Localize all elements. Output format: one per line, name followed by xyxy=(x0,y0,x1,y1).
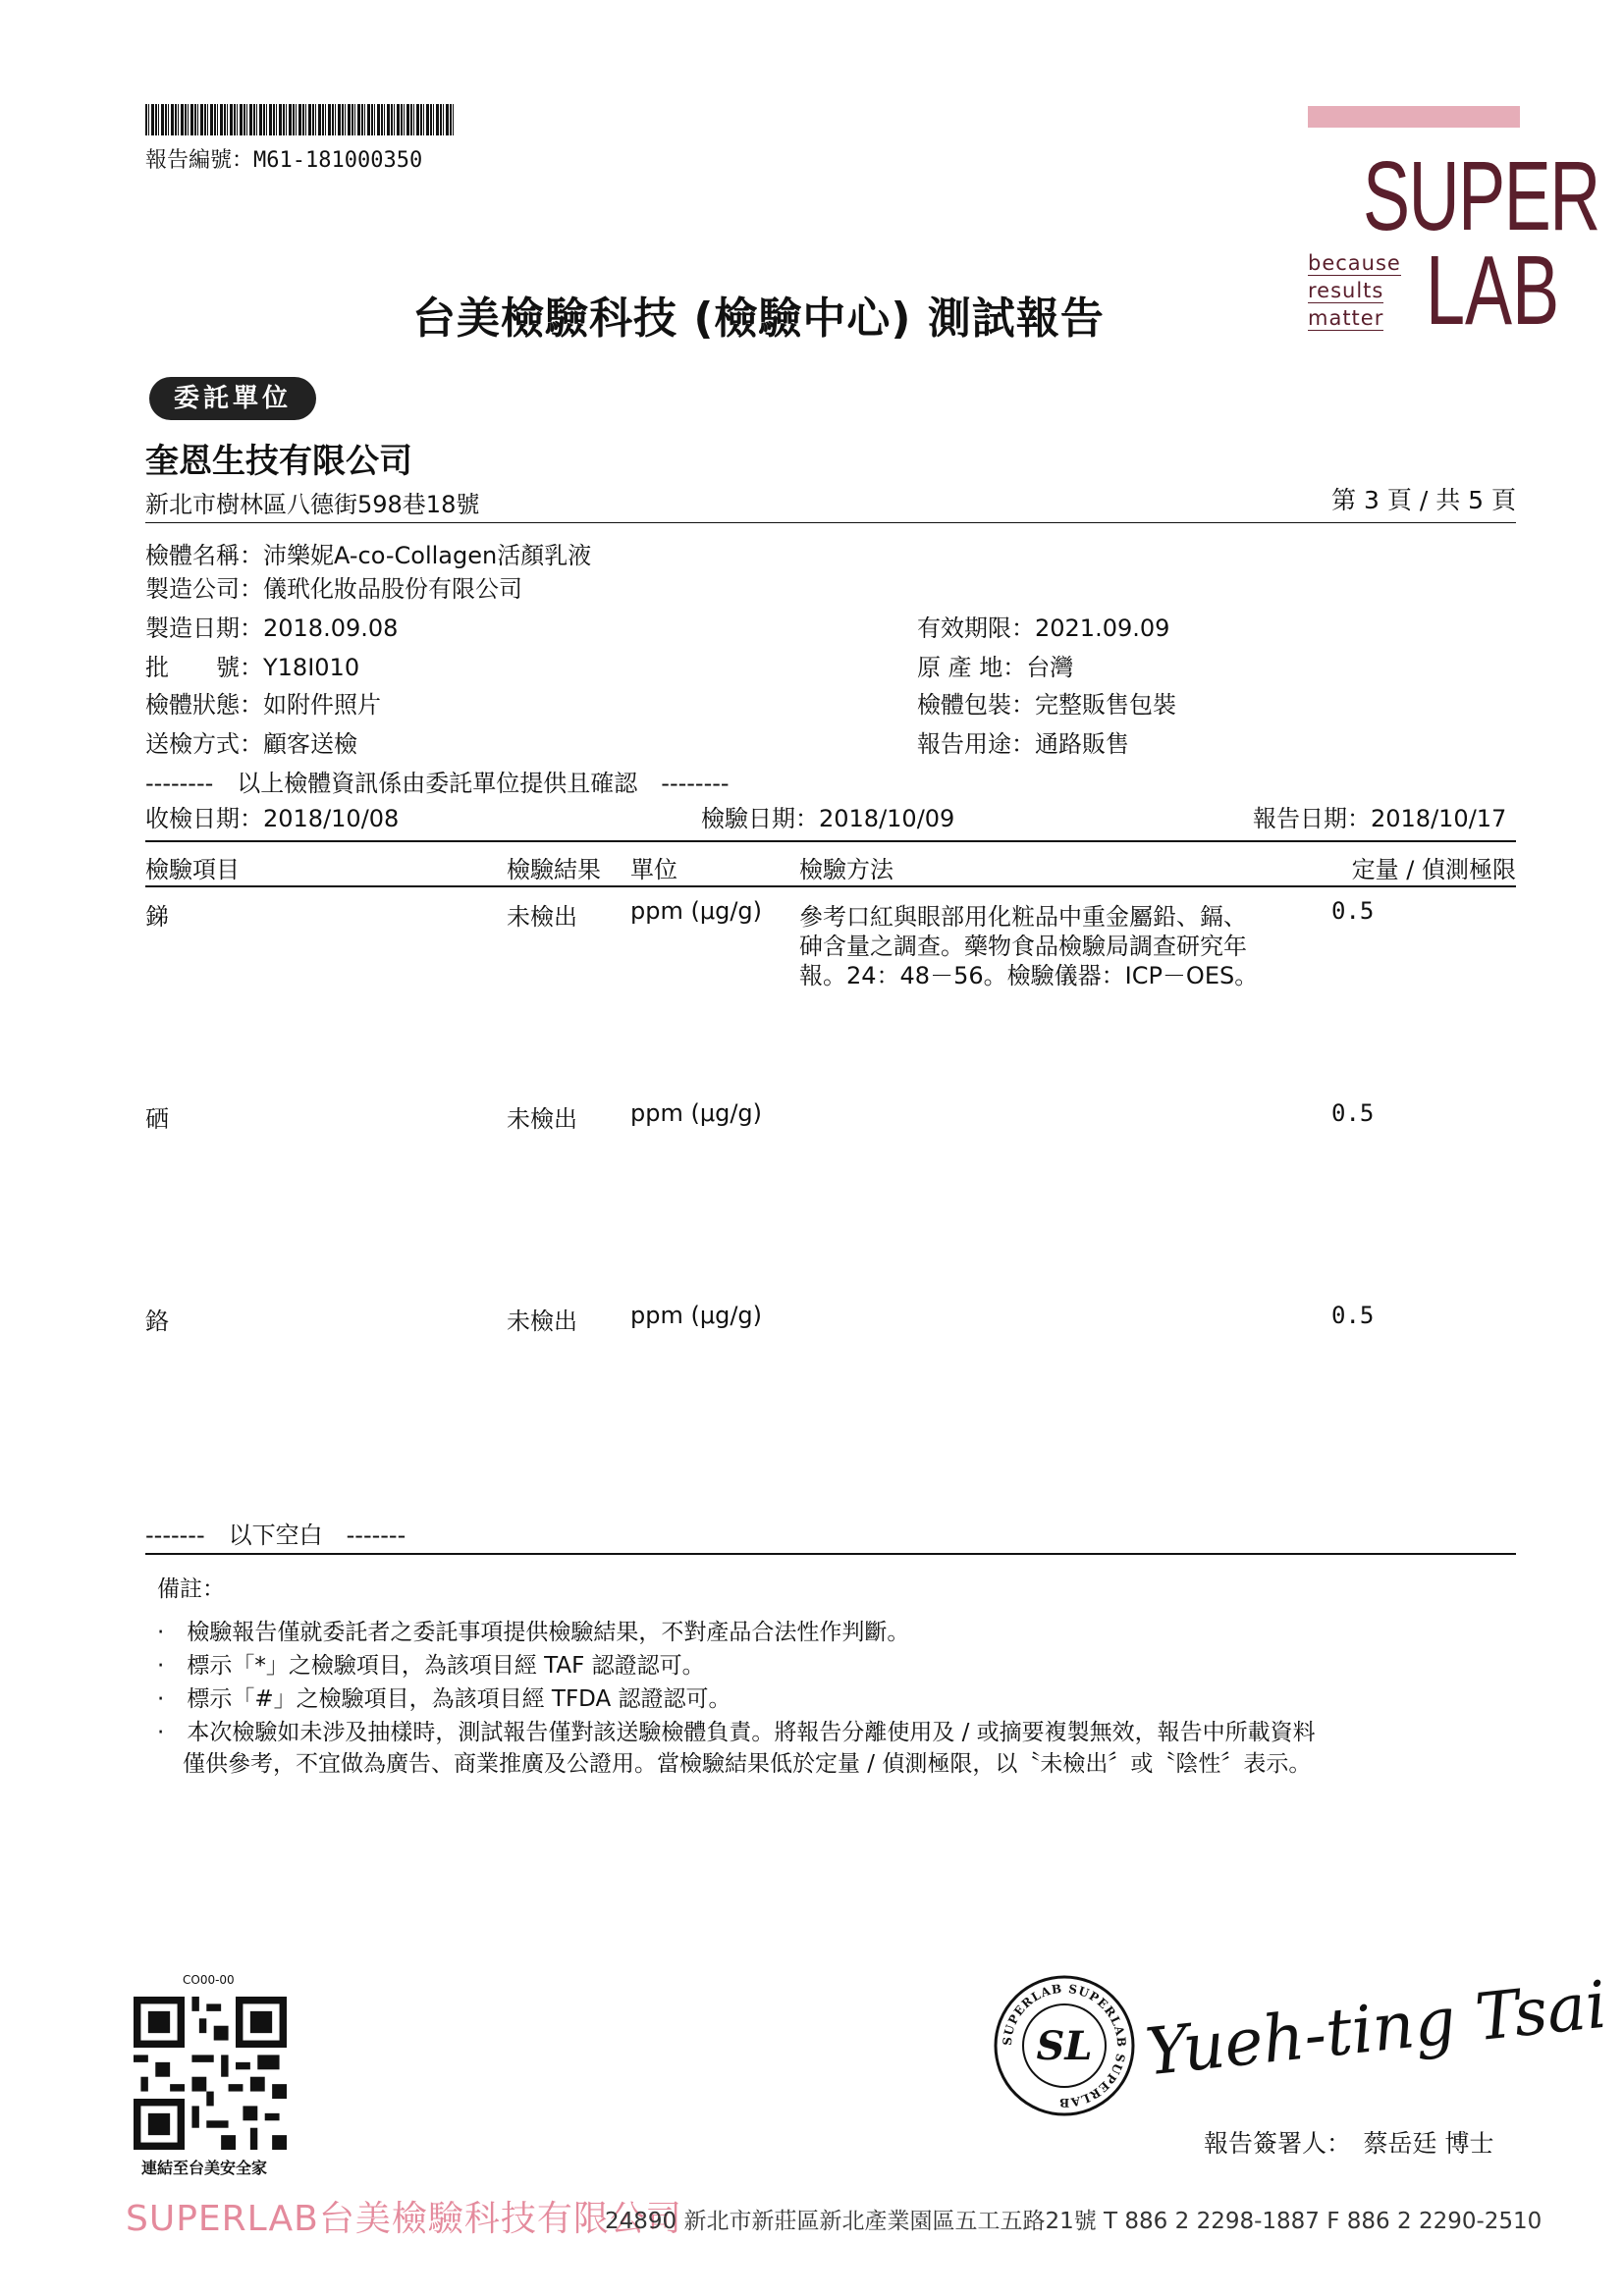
sample-name: 檢體名稱：沛樂妮A-co-Collagen活顏乳液 xyxy=(145,542,592,569)
header-unit: 單位 xyxy=(630,856,677,883)
logo-tagline-2: results xyxy=(1308,279,1384,302)
table-row-limit: 0.5 xyxy=(1331,1099,1375,1127)
remark-text: 標示「#」之檢驗項目，為該項目經 TFDA 認證認可。 xyxy=(187,1686,731,1712)
footer-company: SUPERLAB台美檢驗科技有限公司 xyxy=(126,2199,682,2239)
blank-note: ------- 以下空白 ------- xyxy=(145,1522,406,1549)
seal-center-text: SL xyxy=(1036,2023,1093,2069)
mfg-date: 製造日期：2018.09.08 xyxy=(145,614,399,642)
table-row-limit: 0.5 xyxy=(1331,1302,1375,1329)
table-row-result: 未檢出 xyxy=(507,1308,577,1335)
table-row-unit: ppm (μg/g) xyxy=(630,1302,763,1329)
confirm-note: -------- 以上檢體資訊係由委託單位提供且確認 -------- xyxy=(145,770,730,797)
batch-number: 批 號：Y18I010 xyxy=(145,654,360,681)
table-row-item: 銻 xyxy=(145,903,169,931)
client-address: 新北市樹林區八德街598巷18號 xyxy=(145,491,480,518)
table-row-method-line3: 報。24：48－56。檢驗儀器：ICP－OES。 xyxy=(799,962,1259,989)
remark-text: 檢驗報告僅就委託者之委託事項提供檢驗結果，不對產品合法性作判斷。 xyxy=(187,1620,910,1645)
report-number: 報告編號：M61-181000350 xyxy=(145,148,423,173)
table-row-method-line1: 參考口紅與眼部用化粧品中重金屬鉛、鎘、 xyxy=(799,903,1247,931)
remark-item: · 標示「#」之檢驗項目，為該項目經 TFDA 認證認可。 xyxy=(157,1686,731,1712)
remarks-title: 備註： xyxy=(157,1576,225,1602)
table-row-unit: ppm (μg/g) xyxy=(630,897,763,925)
report-title: 台美檢驗科技 (檢驗中心) 測試報告 xyxy=(412,294,1105,344)
report-purpose: 報告用途：通路販售 xyxy=(917,730,1129,758)
signature: Yueh-ting Tsai xyxy=(1142,1966,1610,2091)
table-row-limit: 0.5 xyxy=(1331,897,1375,925)
table-row-item: 鉻 xyxy=(145,1308,169,1335)
header-result: 檢驗結果 xyxy=(507,856,601,883)
header-method: 檢驗方法 xyxy=(799,856,893,883)
qr-code xyxy=(134,1997,287,2150)
logo-accent-bar xyxy=(1308,106,1520,128)
table-row-method-line2: 砷含量之調查。藥物食品檢驗局調查研究年 xyxy=(799,933,1247,960)
logo-tagline-1: because xyxy=(1308,251,1401,275)
remark-text: 本次檢驗如未涉及抽樣時，測試報告僅對該送驗檢體負責。將報告分離使用及 / 或摘要複製無效，報告中所載資料 xyxy=(187,1720,1316,1745)
received-date: 收檢日期：2018/10/08 xyxy=(145,805,400,832)
remark-item: · 標示「*」之檢驗項目，為該項目經 TAF 認證認可。 xyxy=(157,1653,705,1679)
table-bottom-rule xyxy=(145,1553,1516,1555)
sample-state: 檢體狀態：如附件照片 xyxy=(145,691,381,719)
divider xyxy=(145,522,1516,523)
client-label-badge: 委託單位 xyxy=(149,377,316,420)
qr-caption: 連結至台美安全家 xyxy=(141,2159,268,2177)
header-limit: 定量 / 偵測極限 xyxy=(1351,856,1516,883)
barcode xyxy=(145,104,456,135)
footer-contact: 24890 新北市新莊區新北產業園區五工五路21號 T 886 2 2298-1887 F 886 2 2290-2510 xyxy=(605,2209,1543,2234)
table-top-rule xyxy=(145,840,1516,842)
packaging: 檢體包裝：完整販售包裝 xyxy=(917,691,1176,719)
logo-tagline-3: matter xyxy=(1308,306,1384,330)
remark-text-cont: 僅供參考，不宜做為廣告、商業推廣及公證用。當檢驗結果低於定量 / 偵測極限，以〝未檢出〞或〝陰性〞表示。 xyxy=(183,1751,1312,1777)
origin: 原 產 地：台灣 xyxy=(917,654,1074,681)
remark-text: 標示「*」之檢驗項目，為該項目經 TAF 認證認可。 xyxy=(187,1653,705,1679)
company-seal-icon xyxy=(992,1973,1137,2118)
table-row-unit: ppm (μg/g) xyxy=(630,1099,763,1127)
table-row-item: 硒 xyxy=(145,1105,169,1133)
client-name: 奎恩生技有限公司 xyxy=(145,442,412,481)
header-item: 檢驗項目 xyxy=(145,856,240,883)
page-indicator: 第 3 頁 / 共 5 頁 xyxy=(1331,486,1516,514)
qr-code-id: CO00-00 xyxy=(183,1973,235,1987)
report-date: 報告日期：2018/10/17 xyxy=(1253,805,1507,832)
test-date: 檢驗日期：2018/10/09 xyxy=(701,805,955,832)
manufacturer: 製造公司：儀玳化妝品股份有限公司 xyxy=(145,575,522,603)
expiry-date: 有效期限：2021.09.09 xyxy=(917,614,1170,642)
delivery-method: 送檢方式：顧客送檢 xyxy=(145,730,357,758)
seal-ring-text: SUPERLAB SUPERLAB SUPERLAB xyxy=(1000,1981,1129,2110)
signer: 報告簽署人： 蔡岳廷 博士 xyxy=(1204,2129,1494,2158)
table-row-result: 未檢出 xyxy=(507,903,577,931)
table-row-result: 未檢出 xyxy=(507,1105,577,1133)
logo-lab: LAB xyxy=(1426,236,1560,346)
logo-super: SUPER xyxy=(1363,141,1599,251)
table-header-rule xyxy=(145,885,1516,887)
remark-item: · 本次檢驗如未涉及抽樣時，測試報告僅對該送驗檢體負責。將報告分離使用及 / 或摘要複製無效，報告中所載資料 xyxy=(157,1720,1316,1745)
remark-item: · 檢驗報告僅就委託者之委託事項提供檢驗結果，不對產品合法性作判斷。 xyxy=(157,1620,910,1645)
